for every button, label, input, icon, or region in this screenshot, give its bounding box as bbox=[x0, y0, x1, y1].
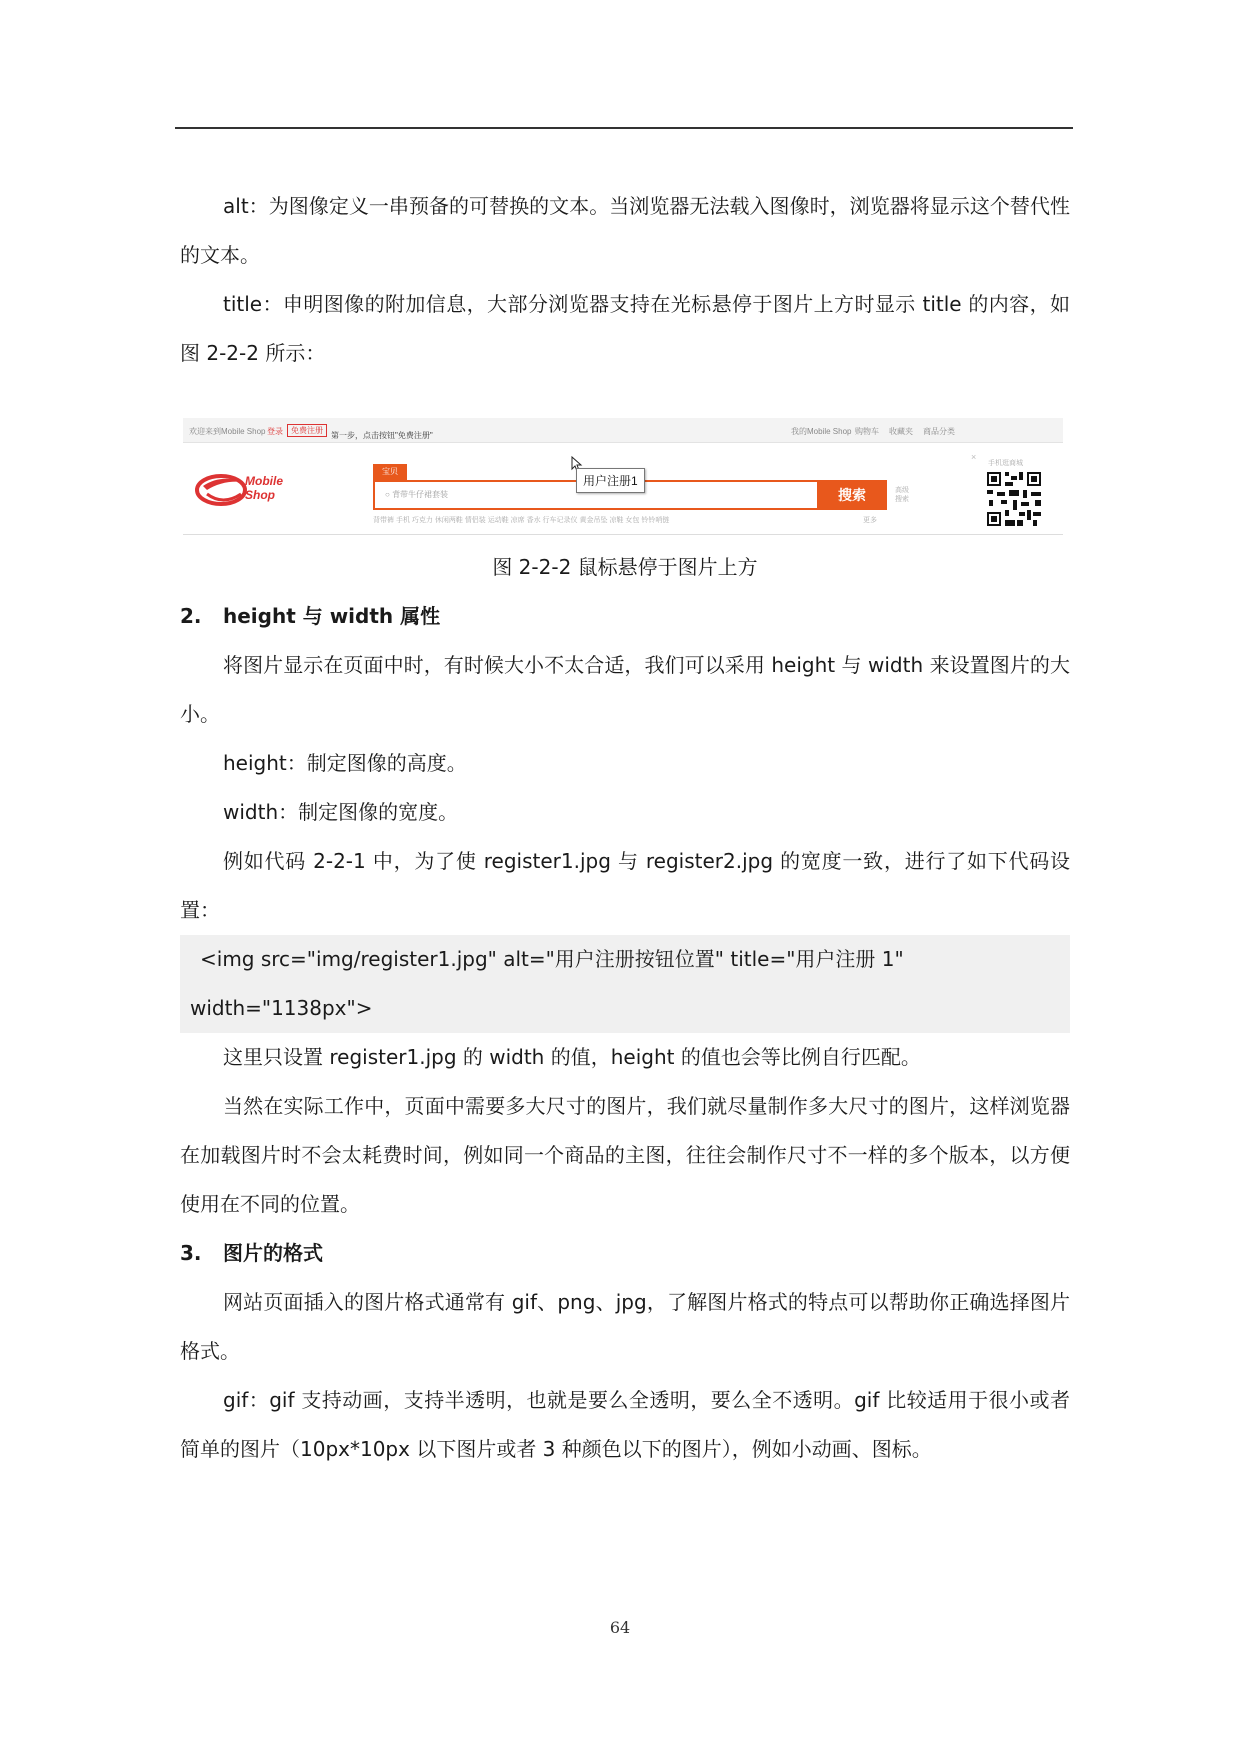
qr-label: 手机逛商城 bbox=[988, 460, 1023, 467]
figure-login-link: 登录 bbox=[267, 427, 283, 436]
paragraph-formats: 网站页面插入的图片格式通常有 gif、png、jpg，了解图片格式的特点可以帮助你正确选择图片格式。 bbox=[180, 1290, 1070, 1363]
close-icon: × bbox=[971, 452, 977, 462]
paragraph-ratio: 这里只设置 register1.jpg 的 width 的值，height 的值也会等比例自行匹配。 bbox=[223, 1045, 921, 1069]
page-content bbox=[180, 182, 1070, 1474]
figure-welcome-text: 欢迎来到Mobile Shop bbox=[189, 427, 266, 436]
code-line-2: width="1138px"> bbox=[190, 996, 373, 1020]
figure-top-bar bbox=[183, 418, 1063, 443]
figure-right-link-3: 收藏夹 bbox=[889, 427, 913, 436]
figure-more-link: 更多 bbox=[863, 517, 877, 524]
search-tab: 宝贝 bbox=[373, 464, 407, 480]
figure-right-link-2: 购物车 bbox=[855, 427, 879, 436]
paragraph-practice: 当然在实际工作中，页面中需要多大尺寸的图片，我们就尽量制作多大尺寸的图片，这样浏览器在加载图片时不会太耗费时间，例如同一个商品的主图，往往会制作尺寸不一样的多个版本，以方便使用在不同的位置。 bbox=[180, 1094, 1070, 1216]
header-rule bbox=[175, 127, 1073, 129]
figure-step-text: 第一步，点击按钮"免费注册" bbox=[331, 431, 433, 440]
section-heading-3: 3. 图片的格式 bbox=[180, 1241, 323, 1265]
figure-caption: 图 2-2-2 鼠标悬停于图片上方 bbox=[492, 555, 758, 579]
title-tooltip: 用户注册1 bbox=[576, 468, 645, 493]
paragraph-gif: gif：gif 支持动画，支持半透明，也就是要么全透明，要么全不透明。gif 比较适用于很小或者简单的图片（10px*10px 以下图片或者 3 种颜色以下的图片），例如小动画、图标。 bbox=[180, 1388, 1070, 1461]
code-block bbox=[180, 935, 1070, 1033]
paragraph-alt: alt：为图像定义一串预备的可替换的文本。当浏览器无法载入图像时，浏览器将显示这个替代性的文本。 bbox=[180, 194, 1070, 267]
page-number: 64 bbox=[609, 1618, 631, 1637]
figure-hot-words: 背带裤 手机 巧克力 休闲两鞋 情侣装 运动鞋 凉席 香水 行车记录仪 黄金吊坠 凉鞋 女包 铃铃哨链 bbox=[373, 517, 670, 524]
section-heading-2: 2. height 与 width 属性 bbox=[180, 604, 441, 628]
figure-right-link-1: 我的Mobile Shop bbox=[791, 427, 852, 436]
figure-search-placeholder: ○ 背带牛仔裙套装 bbox=[385, 490, 449, 499]
paragraph-height: height：制定图像的高度。 bbox=[223, 751, 467, 775]
figure-right-link-4: 商品分类 bbox=[923, 427, 955, 436]
code-line-1: <img src="img/register1.jpg" alt="用户注册按钮位置" title="用户注册 1" bbox=[200, 947, 904, 971]
paragraph-width: width：制定图像的宽度。 bbox=[223, 800, 459, 824]
figure-advanced-search: 高级 搜索 bbox=[895, 487, 909, 503]
paragraph-title: title：申明图像的附加信息，大部分浏览器支持在光标悬停于图片上方时显示 title 的内容，如图 2-2-2 所示： bbox=[180, 292, 1070, 365]
hover-screenshot-figure bbox=[183, 418, 1063, 535]
logo-line-1: Mobile bbox=[245, 474, 283, 488]
logo-text bbox=[245, 474, 283, 502]
logo-line-2: Shop bbox=[245, 488, 275, 502]
figure-search-button: 搜索 bbox=[817, 480, 887, 510]
qr-code-icon bbox=[985, 470, 1043, 528]
figure-register-link: 免费注册 bbox=[287, 424, 327, 437]
paragraph-size-intro: 将图片显示在页面中时，有时候大小不太合适，我们可以采用 height 与 width 来设置图片的大小。 bbox=[180, 653, 1070, 726]
paragraph-example: 例如代码 2-2-1 中，为了使 register1.jpg 与 register2.jpg 的宽度一致，进行了如下代码设置： bbox=[180, 849, 1070, 922]
